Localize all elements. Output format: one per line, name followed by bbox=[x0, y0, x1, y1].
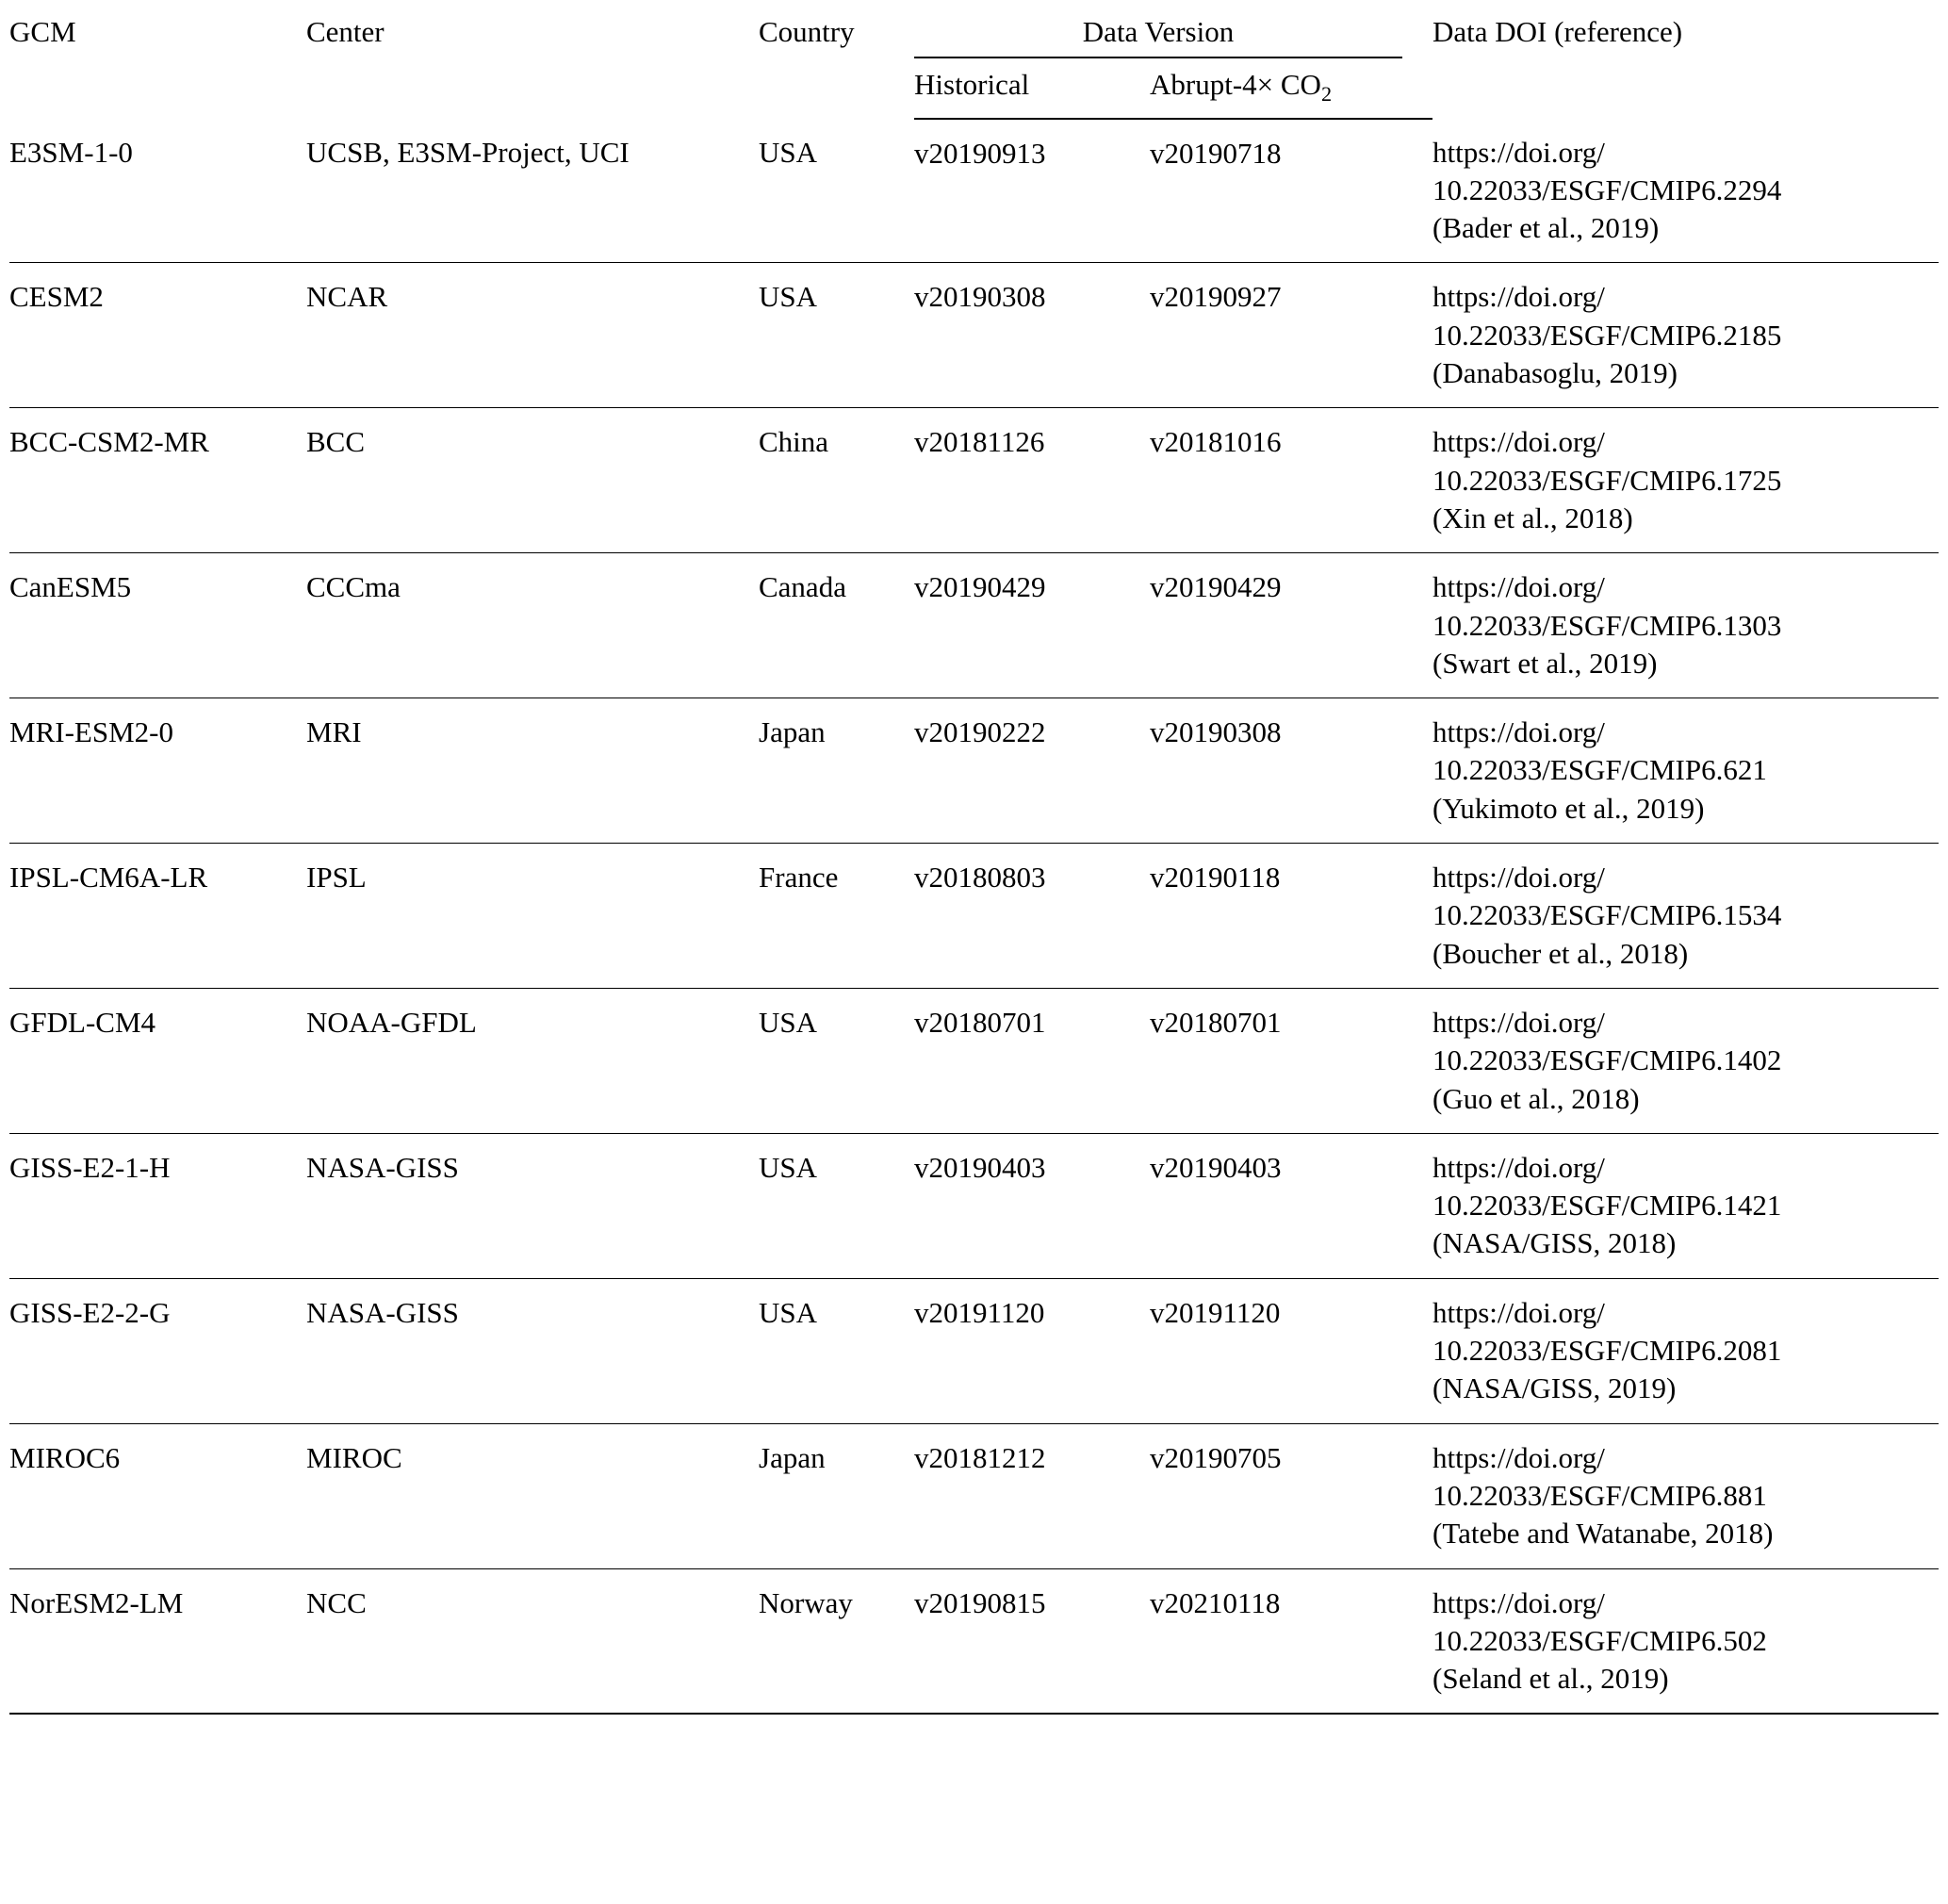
doi-line-1: https://doi.org/ bbox=[1432, 135, 1605, 169]
table-row bbox=[9, 844, 1939, 989]
table-row bbox=[9, 1423, 1939, 1568]
cell-doi bbox=[1432, 553, 1939, 698]
cell-doi bbox=[1432, 1423, 1939, 1568]
cell-center: UCSB, E3SM-Project, UCI bbox=[306, 135, 630, 169]
cell-country: USA bbox=[759, 135, 818, 169]
cell-center: IPSL bbox=[306, 844, 759, 989]
cell-center: NCC bbox=[306, 1568, 759, 1713]
doi-line-1: https://doi.org/ bbox=[1432, 1440, 1605, 1474]
table-row bbox=[9, 1568, 1939, 1713]
cell-historical: v20190429 bbox=[914, 553, 1150, 698]
cell-gcm: GFDL-CM4 bbox=[9, 988, 306, 1133]
doi-line-1: https://doi.org/ bbox=[1432, 425, 1605, 459]
cell-center: MRI bbox=[306, 698, 759, 844]
cell-doi bbox=[1432, 408, 1939, 553]
cell-center: NASA-GISS bbox=[306, 1278, 759, 1423]
cell-historical: v20190403 bbox=[914, 1133, 1150, 1278]
cell-doi bbox=[1432, 1568, 1939, 1713]
doi-line-2: 10.22033/ESGF/CMIP6.2294 bbox=[1432, 172, 1782, 206]
doi-line-1: https://doi.org/ bbox=[1432, 1295, 1605, 1329]
gcm-data-table bbox=[9, 0, 1939, 1713]
table-row bbox=[9, 988, 1939, 1133]
cell-historical: v20190308 bbox=[914, 263, 1150, 408]
doi-line-1: https://doi.org/ bbox=[1432, 280, 1605, 314]
table-row bbox=[9, 1278, 1939, 1423]
cell-center: BCC bbox=[306, 408, 759, 553]
doi-line-2: 10.22033/ESGF/CMIP6.1303 bbox=[1432, 608, 1782, 642]
cell-doi bbox=[1432, 1133, 1939, 1278]
cell-center: MIROC bbox=[306, 1423, 759, 1568]
column-header-center: Center bbox=[306, 15, 385, 48]
cell-abrupt: v20190705 bbox=[1150, 1423, 1432, 1568]
column-header-historical: Historical bbox=[914, 62, 1150, 118]
cell-gcm: GISS-E2-1-H bbox=[9, 1133, 306, 1278]
cell-historical: v20181126 bbox=[914, 408, 1150, 553]
cell-country: USA bbox=[759, 263, 914, 408]
cell-abrupt: v20210118 bbox=[1150, 1568, 1432, 1713]
doi-reference: (Bader et al., 2019) bbox=[1432, 211, 1660, 245]
cell-abrupt: v20190927 bbox=[1150, 263, 1432, 408]
cell-abrupt: v20190718 bbox=[1150, 136, 1282, 170]
column-header-abrupt bbox=[1150, 62, 1432, 118]
cell-gcm: CESM2 bbox=[9, 263, 306, 408]
cell-historical: v20190913 bbox=[914, 136, 1046, 170]
cell-doi bbox=[1432, 844, 1939, 989]
cell-gcm: CanESM5 bbox=[9, 553, 306, 698]
cell-historical: v20180803 bbox=[914, 844, 1150, 989]
doi-line-1: https://doi.org/ bbox=[1432, 1005, 1605, 1039]
cell-country: USA bbox=[759, 988, 914, 1133]
doi-reference: (NASA/GISS, 2019) bbox=[1432, 1371, 1677, 1405]
table-bottom-rule bbox=[9, 1713, 1939, 1715]
cell-abrupt: v20190118 bbox=[1150, 844, 1432, 989]
table-row bbox=[9, 553, 1939, 698]
doi-line-1: https://doi.org/ bbox=[1432, 570, 1605, 604]
cell-historical: v20190222 bbox=[914, 698, 1150, 844]
table-header bbox=[9, 0, 1939, 119]
doi-line-2: 10.22033/ESGF/CMIP6.502 bbox=[1432, 1623, 1767, 1657]
cell-center: NASA-GISS bbox=[306, 1133, 759, 1278]
doi-line-1: https://doi.org/ bbox=[1432, 1585, 1605, 1619]
cell-center: NCAR bbox=[306, 263, 759, 408]
table-row bbox=[9, 408, 1939, 553]
cell-doi bbox=[1432, 263, 1939, 408]
cell-country: China bbox=[759, 408, 914, 553]
table-row bbox=[9, 119, 1939, 263]
cell-center: NOAA-GFDL bbox=[306, 988, 759, 1133]
cell-gcm: MRI-ESM2-0 bbox=[9, 698, 306, 844]
cell-historical: v20180701 bbox=[914, 988, 1150, 1133]
cell-abrupt: v20180701 bbox=[1150, 988, 1432, 1133]
doi-reference: (Yukimoto et al., 2019) bbox=[1432, 791, 1705, 825]
column-header-data-version-label: Data Version bbox=[914, 13, 1402, 58]
doi-reference: (Boucher et al., 2018) bbox=[1432, 936, 1689, 970]
doi-line-2: 10.22033/ESGF/CMIP6.1402 bbox=[1432, 1043, 1782, 1077]
cell-abrupt: v20190429 bbox=[1150, 553, 1432, 698]
cell-gcm: IPSL-CM6A-LR bbox=[9, 844, 306, 989]
doi-line-2: 10.22033/ESGF/CMIP6.2185 bbox=[1432, 318, 1782, 352]
column-header-abrupt-subscript: 2 bbox=[1320, 82, 1333, 107]
doi-line-2: 10.22033/ESGF/CMIP6.1534 bbox=[1432, 898, 1782, 932]
cell-gcm: BCC-CSM2-MR bbox=[9, 408, 306, 553]
doi-reference: (Seland et al., 2019) bbox=[1432, 1662, 1669, 1696]
doi-line-2: 10.22033/ESGF/CMIP6.1725 bbox=[1432, 463, 1782, 497]
cell-gcm: MIROC6 bbox=[9, 1423, 306, 1568]
doi-line-2: 10.22033/ESGF/CMIP6.621 bbox=[1432, 753, 1767, 787]
cell-historical: v20181212 bbox=[914, 1423, 1150, 1568]
cell-abrupt: v20181016 bbox=[1150, 408, 1432, 553]
doi-line-2: 10.22033/ESGF/CMIP6.2081 bbox=[1432, 1334, 1782, 1368]
doi-line-1: https://doi.org/ bbox=[1432, 861, 1605, 895]
column-header-doi: Data DOI (reference) bbox=[1432, 15, 1683, 48]
doi-reference: (Xin et al., 2018) bbox=[1432, 501, 1633, 534]
table-body bbox=[9, 119, 1939, 1714]
cell-abrupt: v20191120 bbox=[1150, 1278, 1432, 1423]
cell-country: USA bbox=[759, 1278, 914, 1423]
table-row bbox=[9, 1133, 1939, 1278]
cell-doi bbox=[1432, 698, 1939, 844]
column-header-abrupt-text: Abrupt-4× CO bbox=[1150, 68, 1321, 102]
doi-line-2: 10.22033/ESGF/CMIP6.881 bbox=[1432, 1478, 1767, 1512]
table-row bbox=[9, 263, 1939, 408]
cell-abrupt: v20190403 bbox=[1150, 1133, 1432, 1278]
doi-reference: (Swart et al., 2019) bbox=[1432, 646, 1658, 680]
cell-doi bbox=[1432, 988, 1939, 1133]
cell-country: France bbox=[759, 844, 914, 989]
cell-country: Norway bbox=[759, 1568, 914, 1713]
cell-center: CCCma bbox=[306, 553, 759, 698]
header-row-primary bbox=[9, 0, 1939, 62]
doi-reference: (NASA/GISS, 2018) bbox=[1432, 1226, 1677, 1260]
cell-historical: v20190815 bbox=[914, 1568, 1150, 1713]
table-row bbox=[9, 698, 1939, 844]
doi-reference: (Tatebe and Watanabe, 2018) bbox=[1432, 1517, 1774, 1551]
doi-line-1: https://doi.org/ bbox=[1432, 1150, 1605, 1184]
cell-country: USA bbox=[759, 1133, 914, 1278]
cell-country: Canada bbox=[759, 553, 914, 698]
cell-gcm: NorESM2-LM bbox=[9, 1568, 306, 1713]
column-header-data-version bbox=[914, 0, 1432, 62]
cell-gcm: E3SM-1-0 bbox=[9, 135, 133, 169]
doi-reference: (Danabasoglu, 2019) bbox=[1432, 356, 1678, 390]
column-header-gcm: GCM bbox=[9, 15, 76, 48]
cell-doi bbox=[1432, 1278, 1939, 1423]
doi-line-2: 10.22033/ESGF/CMIP6.1421 bbox=[1432, 1189, 1782, 1223]
doi-reference: (Guo et al., 2018) bbox=[1432, 1081, 1640, 1115]
column-header-country: Country bbox=[759, 15, 855, 48]
cell-country: Japan bbox=[759, 1423, 914, 1568]
cell-gcm: GISS-E2-2-G bbox=[9, 1278, 306, 1423]
cell-doi bbox=[1432, 119, 1939, 263]
cell-country: Japan bbox=[759, 698, 914, 844]
doi-line-1: https://doi.org/ bbox=[1432, 715, 1605, 749]
cell-abrupt: v20190308 bbox=[1150, 698, 1432, 844]
cell-historical: v20191120 bbox=[914, 1278, 1150, 1423]
